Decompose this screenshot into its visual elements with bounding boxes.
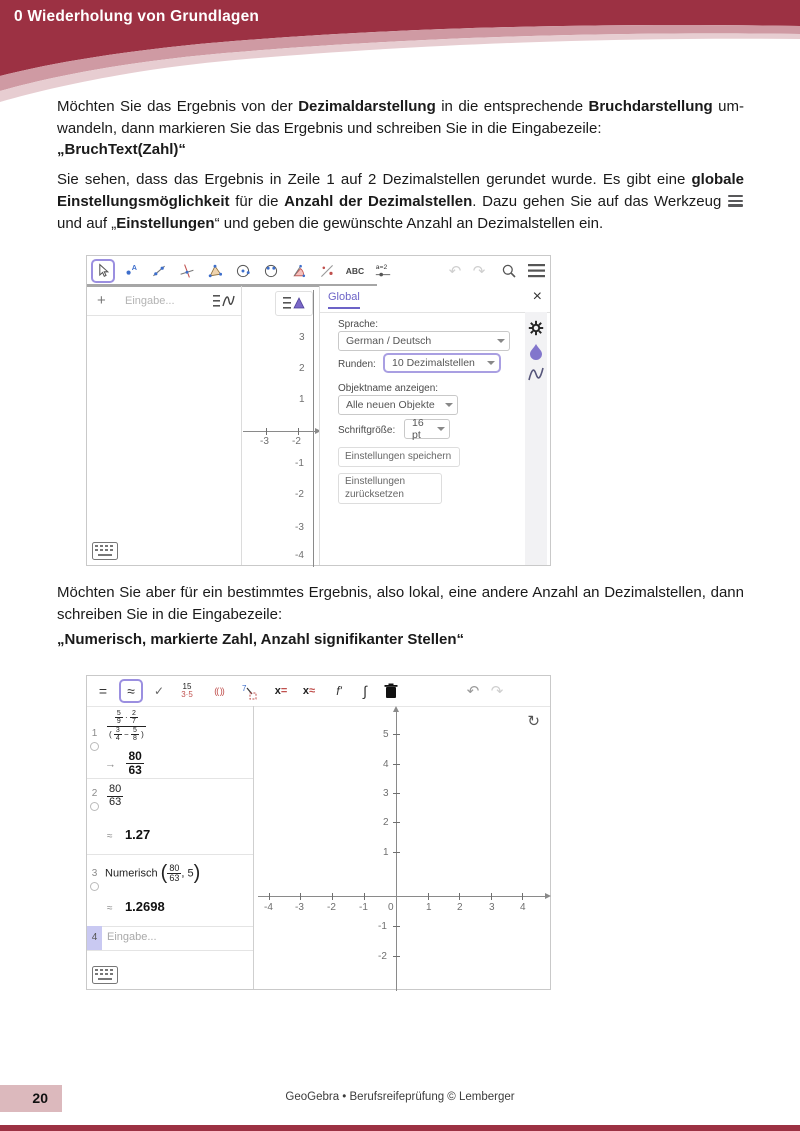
approx-sign: ≈	[107, 903, 113, 914]
row-index: 2	[91, 788, 98, 799]
result-value: 1.27	[124, 827, 151, 842]
x-axis-label: -3	[260, 436, 269, 447]
hamburger-icon	[528, 264, 545, 278]
x-axis-label: -2	[292, 436, 301, 447]
x-tick	[298, 428, 299, 435]
cas-output	[107, 826, 150, 844]
cas-delete-button[interactable]	[379, 679, 403, 703]
chevron-down-icon	[445, 403, 453, 407]
solve-icon: x=	[274, 685, 288, 697]
footer-text: GeoGebra • Berufsreifeprüfung © Lemberger	[285, 1091, 515, 1103]
cas-row-2[interactable]	[87, 778, 253, 855]
fontsize-dropdown[interactable]	[404, 419, 450, 439]
x-axis-label: -4	[264, 902, 273, 913]
slider-tool-button[interactable]	[371, 259, 395, 283]
equals-icon: =	[98, 683, 108, 699]
footer-bar	[0, 1125, 800, 1131]
geogebra-screenshot-cas	[86, 675, 551, 990]
gear-icon[interactable]	[528, 320, 544, 336]
x-axis-label: -2	[327, 902, 336, 913]
polygon-icon	[207, 263, 223, 279]
row-radio[interactable]	[90, 742, 99, 751]
cas-keep-input-button[interactable]	[147, 679, 171, 703]
move-tool-button[interactable]	[91, 259, 115, 283]
x-axis-line	[258, 896, 546, 897]
x-axis-arrow	[545, 893, 551, 899]
cas-row-3[interactable]	[87, 854, 253, 927]
keyboard-toggle-icon[interactable]	[92, 542, 118, 560]
language-dropdown[interactable]	[338, 331, 510, 351]
circle-points-tool-button[interactable]	[259, 259, 283, 283]
command-numerisch: „Numerisch, markierte Zahl, Anzahl signifikanter Stellen“	[57, 631, 465, 648]
circle-points-icon	[263, 263, 279, 279]
close-icon[interactable]: ×	[532, 288, 542, 305]
cas-input-expression: $\frac{5}{9}$ · $\frac{2}{7}$ ( $\frac{3}{4}$ − $\frac{5}{8}$ )	[109, 710, 144, 743]
y-axis-label: 1	[383, 847, 389, 858]
check-icon: ✓	[153, 684, 165, 698]
redo-button[interactable]: ↷	[485, 679, 509, 703]
save-settings-button[interactable]	[338, 447, 460, 467]
perpendicular-lines-icon	[179, 263, 195, 279]
y-axis-line	[396, 710, 397, 991]
settings-side-tabs	[525, 312, 547, 565]
circle-center-icon	[235, 263, 251, 279]
objectname-label: Objektname anzeigen:	[338, 383, 439, 394]
reflect-tool-button[interactable]	[315, 259, 339, 283]
rounding-value: 10 Dezimalstellen	[392, 357, 475, 369]
cas-integral-button[interactable]	[353, 679, 377, 703]
page-number: 20	[32, 1090, 48, 1106]
fontsize-label: Schriftgröße:	[338, 425, 396, 436]
integral-icon: ∫	[363, 683, 367, 699]
point-icon	[123, 263, 139, 279]
svg-text:A: A	[131, 263, 138, 273]
x-axis-label: 2	[457, 902, 463, 913]
x-axis-label: 4	[520, 902, 526, 913]
graphics-settings-icon	[283, 296, 305, 311]
line-icon	[151, 263, 167, 279]
row-radio[interactable]	[90, 802, 99, 811]
graphics-style-button[interactable]	[275, 291, 313, 316]
tab-global[interactable]: Global	[328, 291, 360, 309]
geogebra-screenshot-settings	[86, 255, 551, 566]
y-axis-label: -1	[295, 458, 304, 469]
save-settings-label: Einstellungen speichern	[345, 450, 452, 462]
language-label: Sprache:	[338, 319, 379, 330]
y-axis-line	[313, 290, 314, 567]
cas-nsolve-button[interactable]	[297, 679, 321, 703]
y-axis-label: -2	[295, 489, 304, 500]
y-axis-label: -3	[295, 522, 304, 533]
y-axis-label: 1	[299, 394, 305, 405]
command-bruchtext: „BruchText(Zahl)“	[57, 141, 186, 158]
y-axis-label: 2	[383, 817, 389, 828]
language-value: German / Deutsch	[346, 335, 432, 347]
redo-button[interactable]: ↷	[467, 259, 491, 283]
chevron-down-icon	[487, 361, 495, 365]
x-axis-label: -3	[295, 902, 304, 913]
cas-output: → $\frac{80}{63}$	[105, 749, 142, 777]
undo-button[interactable]: ↶	[443, 259, 467, 283]
fraction-icon: 15 3·5	[181, 682, 193, 699]
add-row-button[interactable]: +	[97, 292, 106, 309]
output-arrow: →	[105, 758, 116, 771]
cas-expand-button[interactable]	[205, 679, 233, 703]
search-icon	[501, 263, 517, 279]
perpendicular-tool-button[interactable]	[175, 259, 199, 283]
x-axis-label: 0	[388, 902, 394, 913]
y-axis-label: -4	[295, 550, 304, 561]
color-droplet-icon[interactable]	[529, 344, 543, 360]
approx-icon: ≈	[127, 683, 135, 699]
abc-icon: ABC	[345, 266, 365, 276]
expand-parens-icon: (( ))	[214, 686, 224, 696]
x-axis-label: 3	[489, 902, 495, 913]
circle-center-tool-button[interactable]	[231, 259, 255, 283]
paragraph-global-settings: Sie sehen, dass das Ergebnis in Zeile 1 auf 2 Dezimalstellen gerundet wurde. Es gibt eine globale Einstellungsmöglichkeit für die Anzahl der Dezimalstellen. Dazu gehen Sie auf das Werkzeug und auf „Einstellungen“ und geben die gewünschte Anzahl an Dezimalstellen ein.	[57, 171, 744, 232]
objectname-value: Alle neuen Objekte	[346, 399, 435, 411]
angle-tool-button[interactable]	[287, 259, 311, 283]
y-axis-label: 3	[299, 332, 305, 343]
y-axis-label: 3	[383, 788, 389, 799]
cas-input-expression: $\frac{80}{63}$	[109, 783, 122, 808]
line-tool-button[interactable]	[147, 259, 171, 283]
paragraph-local-setting: Möchten Sie aber für ein bestimmtes Ergebnis, also lokal, eine andere Anzahl an Dezimalstellen, dann schreiben Sie in die Eingabezeile:	[57, 584, 744, 623]
reset-settings-button[interactable]	[338, 473, 442, 504]
angle-icon	[291, 263, 307, 279]
cas-factor-button[interactable]	[175, 679, 199, 703]
x-axis-line	[243, 431, 317, 432]
graphics-toolbar	[87, 256, 550, 287]
y-axis-label: 5	[383, 729, 389, 740]
polygon-tool-button[interactable]	[203, 259, 227, 283]
chevron-down-icon	[437, 427, 445, 431]
row-index: 3	[91, 868, 98, 879]
cas-derivative-button[interactable]	[327, 679, 351, 703]
page-title: 0 Wiederholung von Grundlagen	[14, 8, 260, 25]
cas-toolbar	[87, 676, 550, 707]
cas-panel	[87, 706, 254, 989]
row-index: 1	[91, 728, 98, 739]
cas-input-field[interactable]: Eingabe...	[107, 931, 157, 943]
y-axis-label: -2	[378, 951, 387, 962]
settings-tab-bar	[320, 286, 550, 313]
cas-row-4[interactable]	[87, 926, 253, 951]
slider-icon	[374, 262, 392, 280]
chevron-down-icon	[497, 339, 505, 343]
rounding-label: Runden:	[338, 359, 376, 370]
reset-settings-label-2: zurücksetzen	[345, 488, 404, 500]
function-curve-icon[interactable]	[528, 367, 544, 382]
fontsize-value: 16 pt	[412, 417, 424, 441]
objectname-dropdown[interactable]	[338, 395, 458, 415]
substitute-icon	[241, 683, 258, 700]
y-axis-arrow	[393, 706, 399, 712]
reset-settings-label-1: Einstellungen	[345, 476, 406, 487]
hamburger-icon	[728, 195, 743, 207]
svg-text:7: 7	[241, 683, 246, 693]
rounding-dropdown[interactable]	[383, 353, 501, 373]
approx-sign: ≈	[107, 831, 113, 842]
cas-substitute-button[interactable]	[237, 679, 261, 703]
reflect-line-icon	[319, 263, 335, 279]
cas-output	[107, 898, 165, 916]
cas-solve-button[interactable]	[269, 679, 293, 703]
keyboard-toggle-icon[interactable]	[92, 966, 118, 984]
cas-numeric-button[interactable]	[119, 679, 143, 703]
x-axis-label: -1	[359, 902, 368, 913]
undo-button[interactable]: ↶	[461, 679, 485, 703]
y-axis-label: 4	[383, 759, 389, 770]
row-radio[interactable]	[90, 882, 99, 891]
algebra-panel	[87, 286, 242, 565]
main-menu-button[interactable]	[524, 259, 548, 283]
refresh-view-icon[interactable]: ↻	[527, 713, 540, 730]
x-tick	[266, 428, 267, 435]
svg-text:a=2: a=2	[375, 264, 388, 272]
nsolve-icon: x≈	[302, 685, 316, 697]
cas-row-1[interactable]	[87, 706, 253, 779]
cas-input-expression: Numerisch ( $\frac{80}{63}$ , 5)	[105, 862, 201, 884]
settings-panel	[319, 286, 550, 565]
y-axis-label: -1	[378, 921, 387, 932]
result-value: 1.2698	[124, 899, 165, 914]
algebra-input-field[interactable]: Eingabe...	[125, 295, 175, 307]
graphics-view-partial[interactable]	[243, 286, 319, 565]
text-tool-button[interactable]	[343, 259, 367, 283]
point-tool-button[interactable]	[119, 259, 143, 283]
trash-icon	[384, 683, 398, 699]
paragraph-intro-fraction: Möchten Sie das Ergebnis von der Dezimaldarstellung in die entsprechende Bruchdarstellung umwandeln, dann markieren Sie das Ergebnis und schreiben Sie in die Eingabezeile:	[57, 98, 744, 137]
derivative-icon: f'	[336, 684, 342, 698]
graphics-view[interactable]	[254, 706, 550, 989]
cas-evaluate-button[interactable]	[91, 679, 115, 703]
x-axis-label: 1	[426, 902, 432, 913]
y-axis-label: 2	[299, 363, 305, 374]
row-index-active: 4	[87, 926, 102, 950]
search-button[interactable]	[497, 259, 521, 283]
cursor-icon	[95, 263, 111, 279]
